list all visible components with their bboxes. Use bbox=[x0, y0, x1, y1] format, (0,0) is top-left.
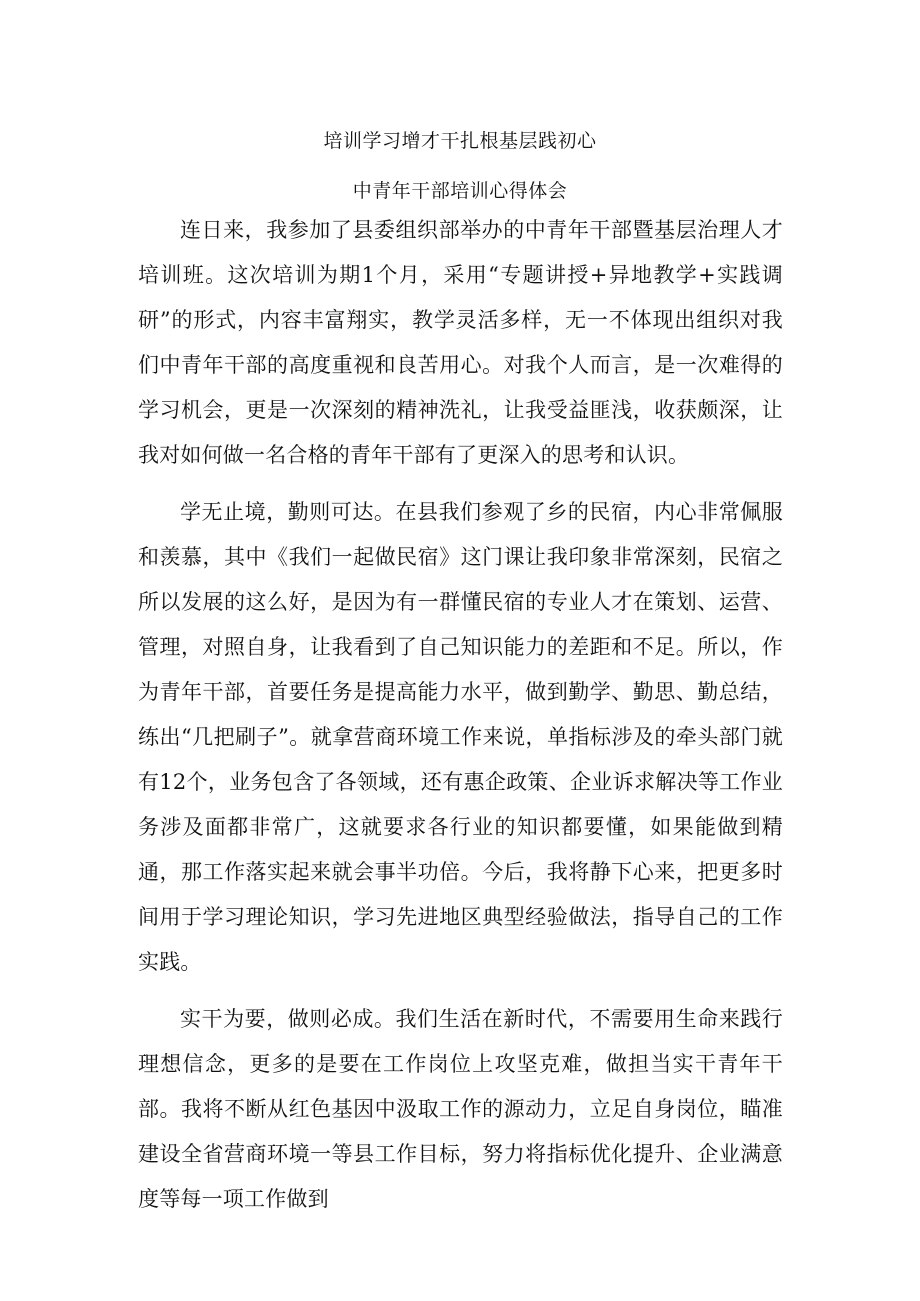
paragraph-1: 连日来，我参加了县委组织部举办的中青年干部暨基层治理人才培训班。这次培训为期1个月，采用“专题讲授+异地教学+实践调研”的形式，内容丰富翔实，教学灵活多样，无一不体现出组织对我们中青年干部的高度重视和良苦用心。对我个人而言，是一次难得的学习机会，更是一次深刻的精神洗礼，让我受益匪浅，收获颇深，让我对如何做一名合格的青年干部有了更深入的思考和认识。 bbox=[138, 218, 783, 467]
document-subtitle: 中青年干部培训心得体会 bbox=[352, 180, 568, 202]
paragraph-2: 学无止境，勤则可达。在县我们参观了乡的民宿，内心非常佩服和羡慕，其中《我们一起做民宿》这门课让我印象非常深刻，民宿之所以发展的这么好，是因为有一群懂民宿的专业人才在策划、运营、管理，对照自身，让我看到了自己知识能力的差距和不足。所以，作为青年干部，首要任务是提高能力水平，做到勤学、勤思、勤总结，练出“几把刷子”。就拿营商环境工作来说，单指标涉及的牵头部门就有12个，业务包含了各领域，还有惠企政策、企业诉求解决等工作业务涉及面都非常广，这就要求各行业的知识都要懂，如果能做到精通，那工作落实起来就会事半功倍。今后，我将静下心来，把更多时间用于学习理论知识，学习先进地区典型经验做法，指导自己的工作实践。 bbox=[138, 500, 783, 974]
document-body bbox=[138, 208, 783, 1234]
document-title: 培训学习增才干扎根基层践初心 bbox=[323, 130, 597, 152]
paragraph-3: 实干为要，做则必成。我们生活在新时代，不需要用生命来践行理想信念，更多的是要在工作岗位上攻坚克难，做担当实干青年干部。我将不断从红色基因中汲取工作的源动力，立足自身岗位，瞄准建设全省营商环境一等县工作目标，努力将指标优化提升、企业满意度等每一项工作做到 bbox=[138, 1007, 783, 1211]
